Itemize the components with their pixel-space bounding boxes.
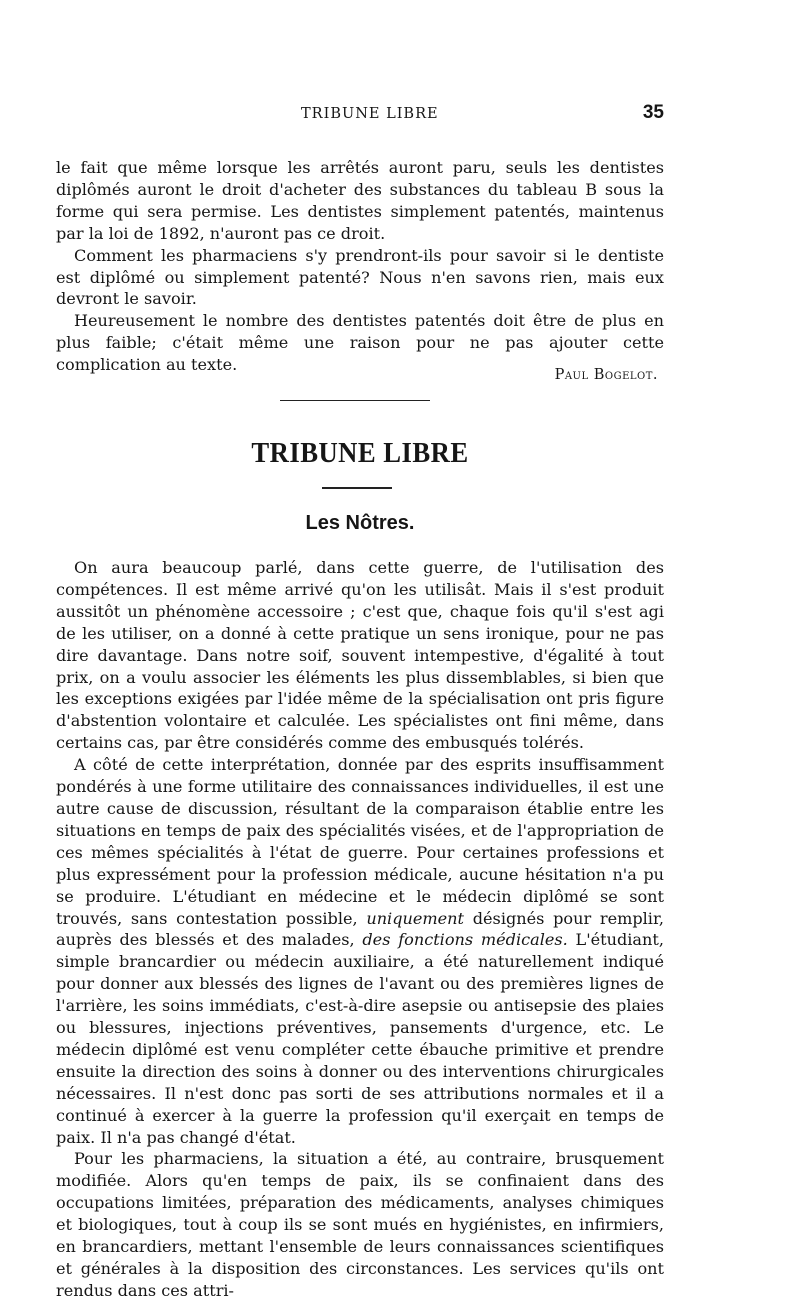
emphasis: uniquement [366,908,465,928]
document-page [56,0,664,1313]
section-title: TRIBUNE LIBRE [251,437,469,469]
page-number: 35 [642,102,664,123]
paragraph: Comment les pharmaciens s'y prendront-ils pour savoir si le dentiste est diplômé ou simplement patenté? Nous n'en savons rien, mais eux devront le savoir. [56,245,664,309]
running-head-title: TRIBUNE LIBRE [301,106,439,122]
paragraph: On aura beaucoup parlé, dans cette guerre, de l'utilisation des compétences. Il est même arrivé qu'on les utilisât. Mais il s'est produit aussitôt un phénomène accessoire ; c'est que, chaque fois qu'il s'est agi de les utiliser, on a donné à cette pratique un sens ironique, pour ne pas dire davantage. Dans notre soif, souvent intempestive, d'égalité à tout prix, on a voulu associer les éléments les plus dissemblables, si bien que les exceptions exigées par l'idée même de la spécialisation ont pris figure d'abstention volontaire et calculée. Les spécialistes ont fini même, dans certains cas, par être considérés comme des embusqués tolérés. [56,558,664,753]
author-signature: Paul Bogelot. [554,367,658,383]
paragraph: Heureusement le nombre des dentistes patentés doit être de plus en plus faible; c'était même une raison pour ne pas ajouter cette complication au texte. [56,311,664,375]
section-divider [280,400,430,401]
title-underline [322,487,392,489]
text-run: A côté de cette interprétation, donnée par des esprits insuffisamment pondérés à une forme utilitaire des connaissances individuelles, il est une autre cause de discussion, résultant de la comparaison établie entre les situations en temps de paix des spécialités visées, et de l'appropriation de ces mêmes spécialités à l'état de guerre. Pour certaines professions et plus expressément pour la profession médicale, aucune hésitation n'a pu se produire. L'étudiant en médecine et le médecin diplômé se sont trouvés, sans contestation possible, [56,755,664,928]
text-run: désignés pour remplir, auprès des blessés et des malades, [56,908,664,950]
paragraph: le fait que même lorsque les arrêtés auront paru, seuls les dentistes diplômés auront le droit d'acheter des substances du tableau B sous la forme qui sera permise. Les dentistes simplement patentés, maintenus par la loi de 1892, n'auront pas ce droit. [56,158,664,243]
article-text [56,557,664,1302]
running-head [56,104,664,128]
text-run: L'étudiant, simple brancardier ou médecin auxiliaire, a été naturellement indiqué pour donner aux blessés des lignes de l'avant ou des premières lignes de l'arrière, les soins immédiats, c'est-à-dire asepsie ou antisepsie des plaies ou blessures, injections préventives, pansements d'urgence, etc. Le médecin diplômé est venu compléter cette ébauche primitive et prendre ensuite la direction des soins à donner ou des interventions chirurgicales nécessaires. Il n'est donc pas sorti de ses attributions normales et il a continué à exercer à la guerre la profession qu'il exerçait en temps de paix. Il n'a pas changé d'état. [56,930,664,1147]
paragraph: Pour les pharmaciens, la situation a été, au contraire, brusquement modifiée. Alors qu'en temps de paix, ils se confinaient dans des occupations limitées, préparation des médicaments, analyses chimiques et biologiques, tout à coup ils se sont mués en hygiénistes, en infirmiers, en brancardiers, mettant l'ensemble de leurs connaissances scientifiques et générales à la disposition des circonstances. Les services qu'ils ont rendus dans ces attri- [56,1149,664,1300]
intro-text [56,157,664,376]
article-title: Les Nôtres. [305,512,415,534]
paragraph [56,754,664,1148]
emphasis: des fonctions médicales. [362,930,568,950]
